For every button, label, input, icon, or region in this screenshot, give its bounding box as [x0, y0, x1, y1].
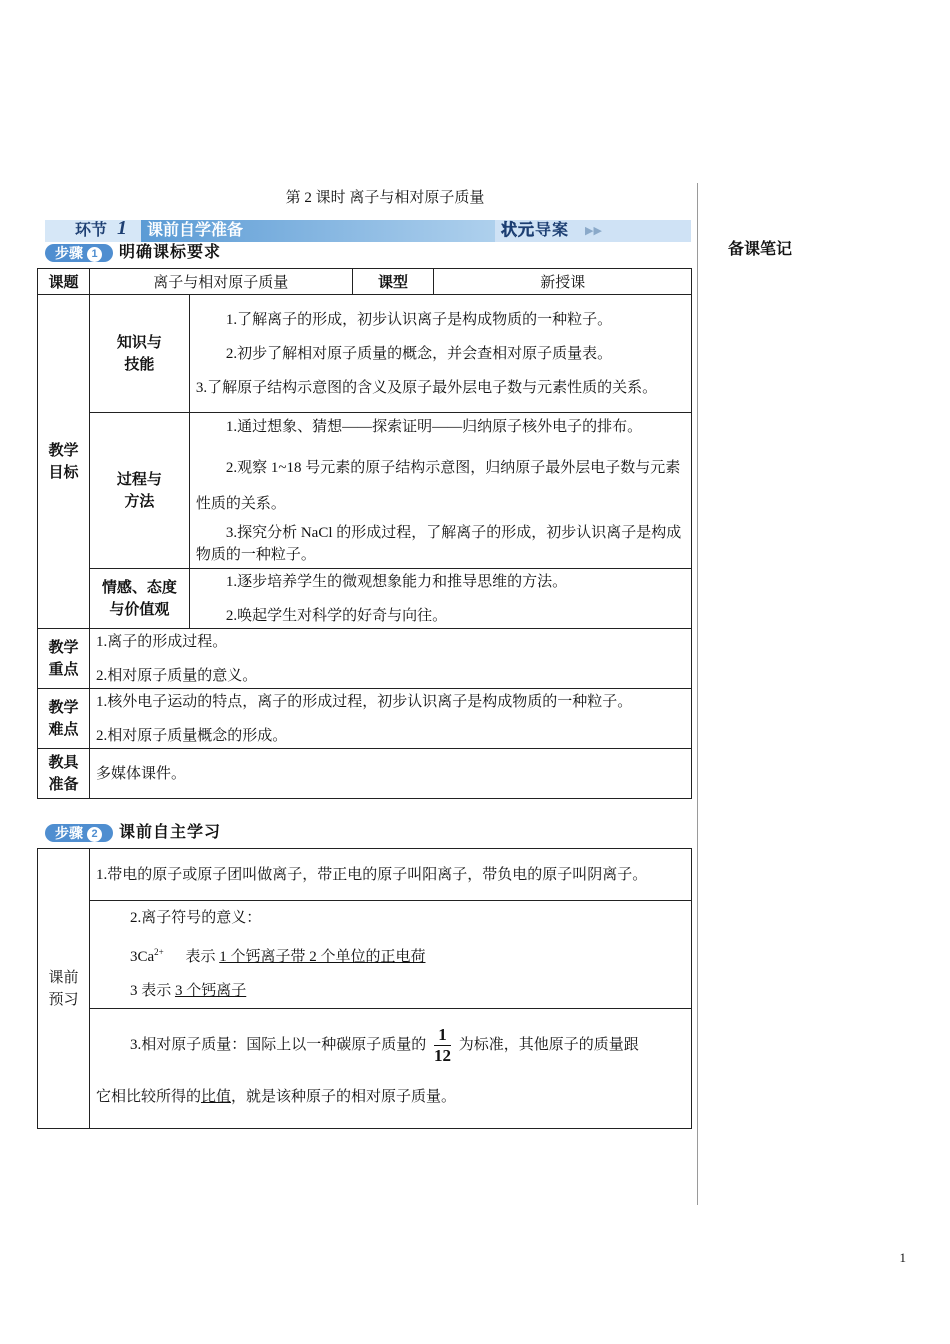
table-row [38, 295, 692, 413]
emotion-content: 1.逐步培养学生的微观想象能力和推导思维的方法。 2.唤起学生对科学的好奇与向往。 [189, 569, 691, 629]
table-row [38, 749, 692, 799]
answer-blank: 1 个钙离子带 2 个单位的正电荷 [219, 949, 426, 965]
process-header: 过程与 方法 [89, 413, 189, 569]
huanjie-number: 1 [117, 217, 127, 239]
answer-blank: 比值 [200, 1088, 231, 1105]
table-row [38, 629, 692, 689]
step-label: 课前自主学习 [119, 824, 222, 841]
double-arrow-icon: ▶▶ [585, 225, 602, 237]
ion-formula: $3Ca^{2+}$ [129, 947, 164, 965]
margin-divider [697, 183, 698, 1205]
topic-value: 离子与相对原子质量 [89, 269, 352, 295]
banner-section-title: 课前自学准备 [147, 222, 244, 239]
step-number-badge: 1 [87, 247, 102, 262]
difficulties-content: 1.核外电子运动的特点，离子的形成过程，初步认识离子是构成物质的一种粒子。 2.相对原子质量概念的形成。 [89, 689, 691, 749]
topic-header: 课题 [38, 269, 90, 295]
table-row [38, 569, 692, 629]
table-row [38, 689, 692, 749]
step-pill: 步骤 2 [45, 824, 113, 842]
side-notes-heading: 备课笔记 [728, 241, 793, 258]
table-row [38, 1009, 692, 1129]
preview-item-2: 2.离子符号的意义： $3Ca^{2+}$ 表示 1 个钙离子带 2 个单位的正电荷 3 表示 3 个钙离子 [89, 901, 691, 1009]
banner-guide-logo: 状元导案 [501, 222, 570, 239]
preview-item-1: 1.带电的原子或原子团叫做离子，带正电的原子叫阳离子，带负电的原子叫阴离子。 [89, 849, 691, 901]
knowledge-header: 知识与 技能 [89, 295, 189, 413]
step-label: 明确课标要求 [119, 244, 222, 261]
preview-table [37, 848, 692, 1129]
step-pill: 步骤 1 [45, 244, 113, 262]
type-header: 课型 [352, 269, 434, 295]
emotion-header: 情感、态度 与价值观 [89, 569, 189, 629]
materials-content: 多媒体课件。 [89, 749, 691, 799]
section-banner [45, 217, 691, 242]
step-number-badge: 2 [87, 827, 102, 842]
knowledge-content: 1.了解离子的形成，初步认识离子是构成物质的一种粒子。 2.初步了解相对原子质量的概念，并会查相对原子质量表。 3.了解原子结构示意图的含义及原子最外层电子数与元素性质的关系。 [189, 295, 691, 413]
answer-blank: 3 个钙离子 [174, 983, 247, 999]
type-value: 新授课 [434, 269, 692, 295]
table-row [38, 413, 692, 569]
table-row [38, 901, 692, 1009]
curriculum-table [37, 268, 692, 799]
page-number: 1 [899, 1250, 906, 1265]
preview-item-3: 3.相对原子质量：国际上以一种碳原子质量的 $\frac{1}{12}$ 为标准，其他原子的质量跟 它相比较所得的比值，就是该种原子的相对原子质量。 [89, 1009, 691, 1129]
huanjie-label: 环节 [45, 220, 141, 242]
preview-header: 课前 预习 [38, 849, 90, 1129]
goals-header: 教学 目标 [38, 295, 90, 629]
materials-header: 教具 准备 [38, 749, 90, 799]
key-points-content: 1.离子的形成过程。 2.相对原子质量的意义。 [89, 629, 691, 689]
key-points-header: 教学 重点 [38, 629, 90, 689]
difficulties-header: 教学 难点 [38, 689, 90, 749]
fraction-one-twelfth: $\frac{1}{12}$ [433, 1024, 451, 1065]
step-1-header [45, 243, 265, 263]
lesson-title: 第 2 课时 离子与相对原子质量 [285, 190, 485, 206]
process-content: 1.通过想象、猜想——探索证明——归纳原子核外电子的排布。 2.观察 1~18 号元素的原子结构示意图，归纳原子最外层电子数与元素性质的关系。 3.探究分析 NaCl 的形成过程，了解离子的形成，初步认识离子是构成物质的一种粒子。 [189, 413, 691, 569]
table-row [38, 269, 692, 295]
table-row [38, 849, 692, 901]
step-2-header [45, 823, 265, 843]
